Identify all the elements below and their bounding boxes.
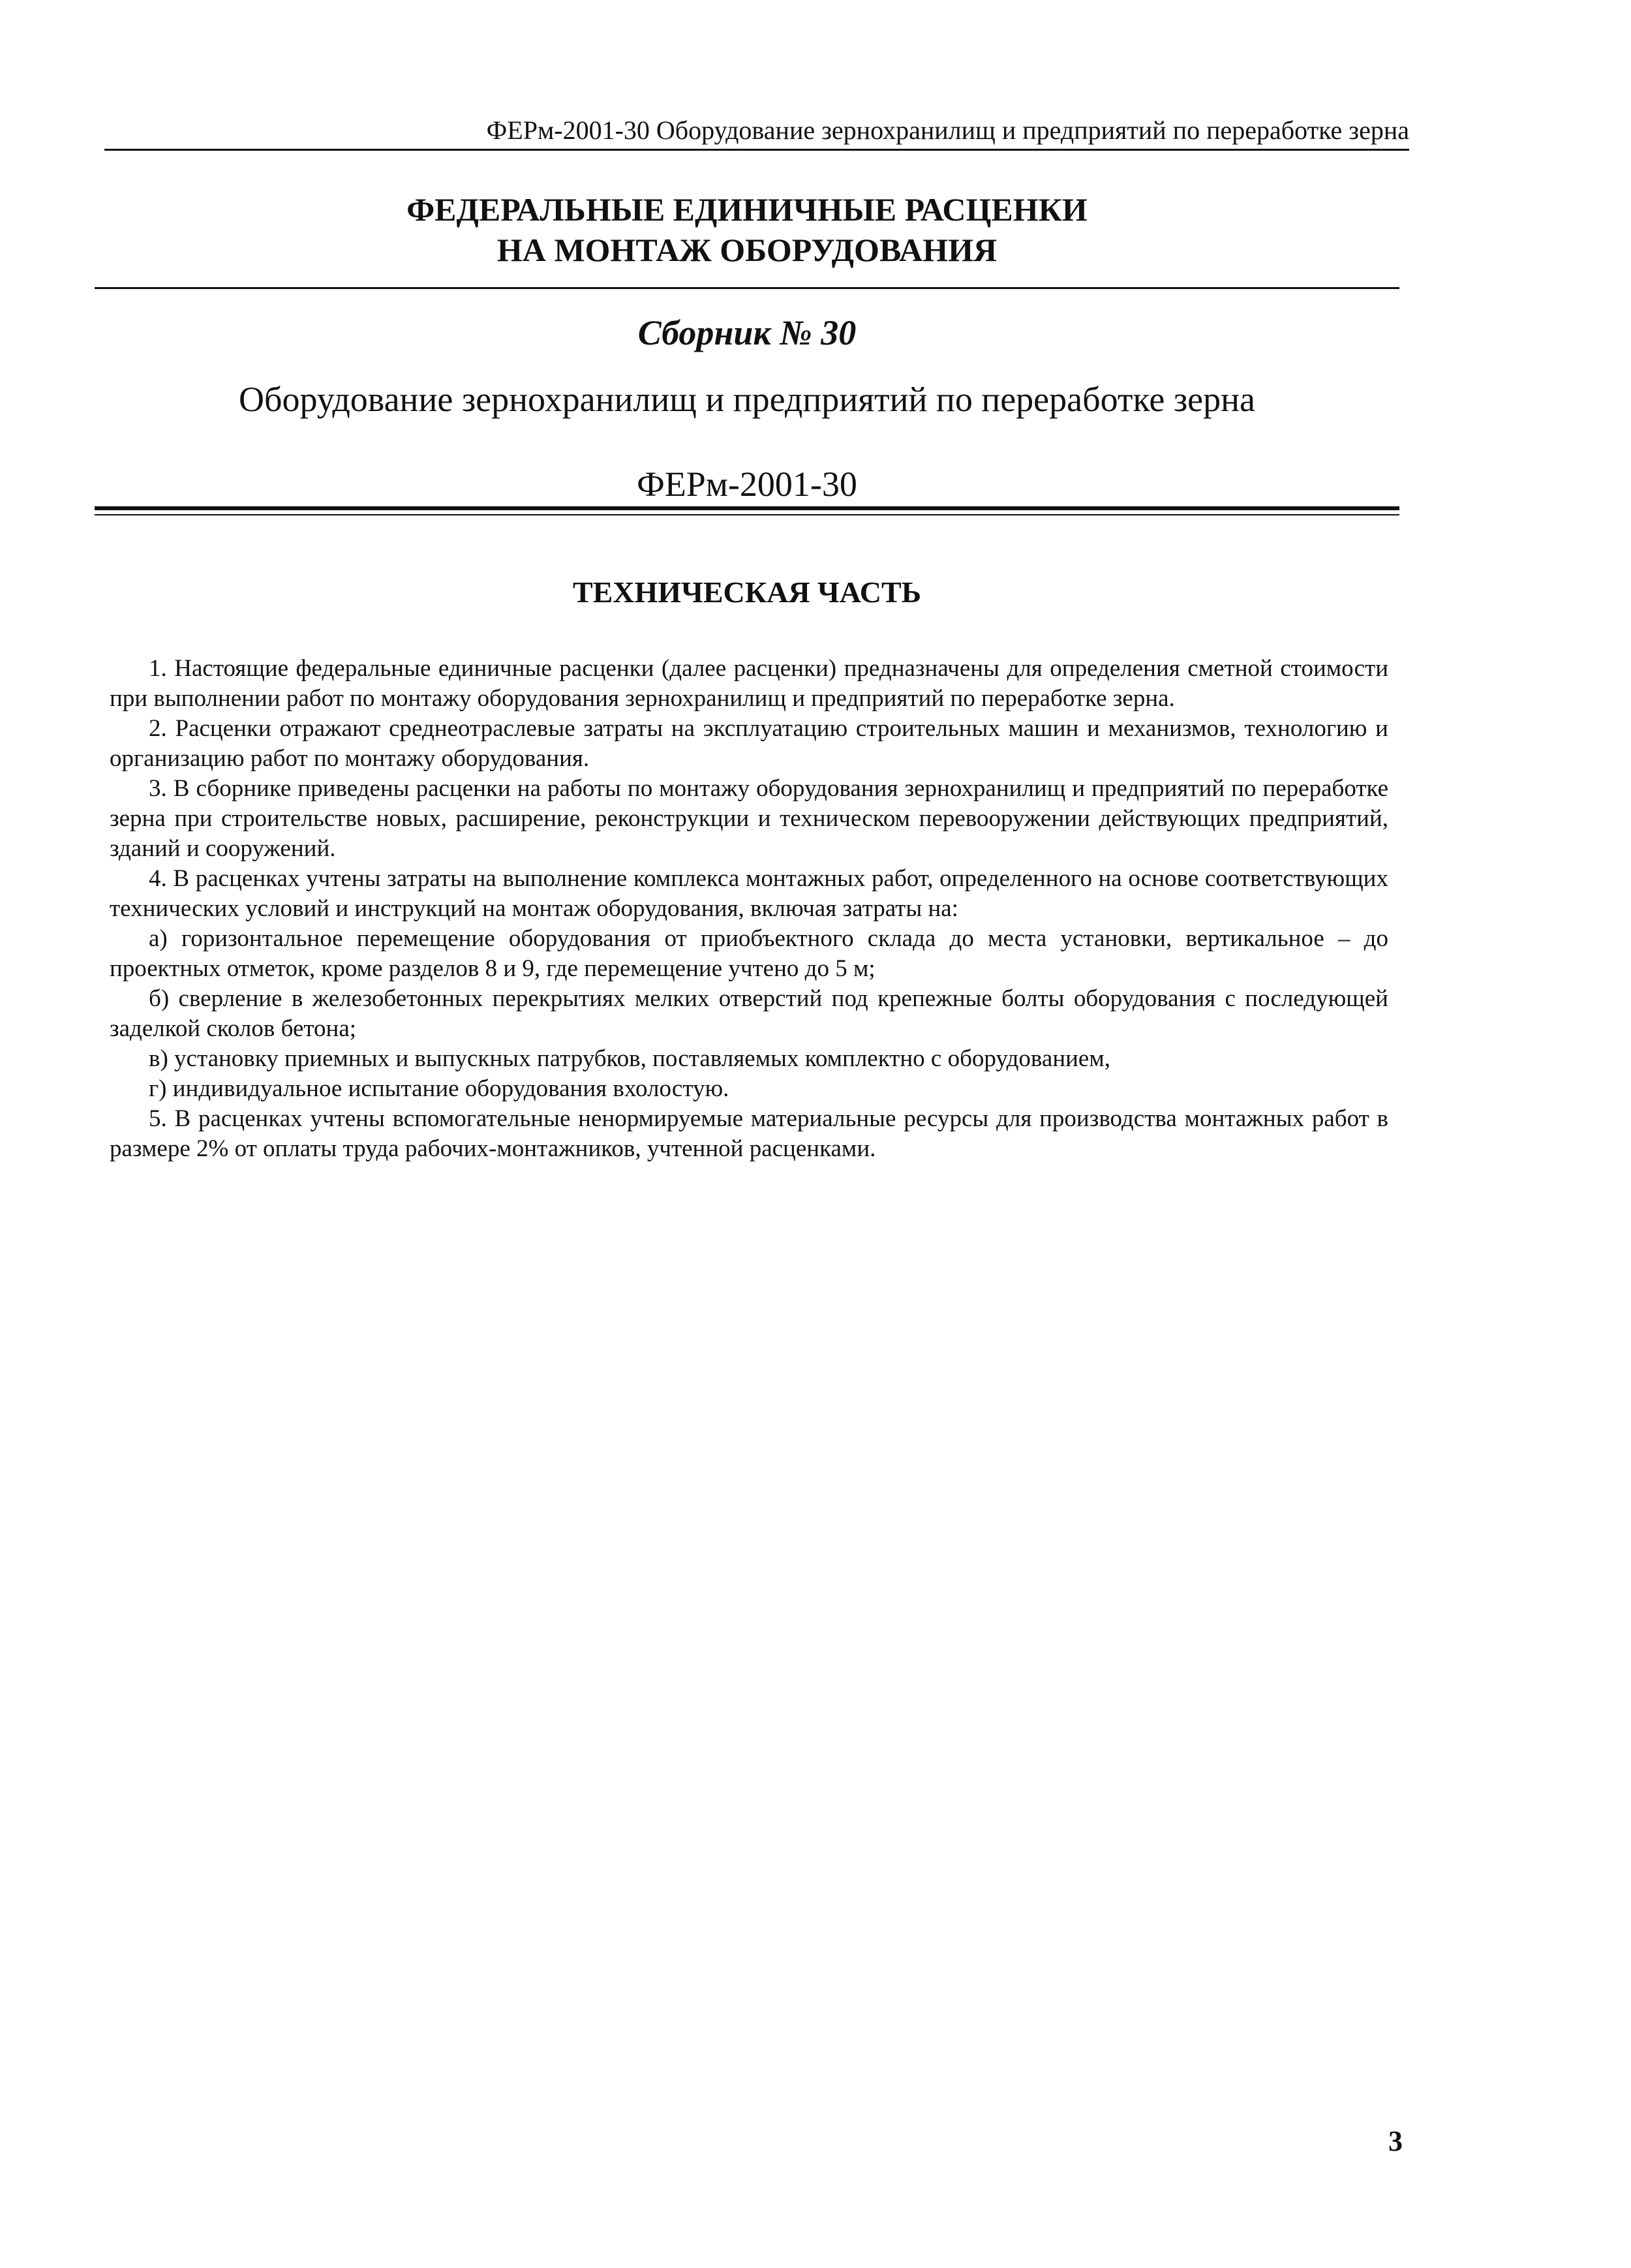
code-rule-thick xyxy=(95,506,1399,510)
title-line-2: НА МОНТАЖ ОБОРУДОВАНИЯ xyxy=(496,232,998,268)
paragraph-3: 3. В сборнике приведены расценки на работы по монтажу оборудования зернохранилищ и предприятий по переработке зерна при строительстве новых, расширение, реконструкции и техническом перевооружении действующих предприятий, зданий и сооружений. xyxy=(110,775,1388,862)
paragraph-4: 4. В расценках учтены затраты на выполнение комплекса монтажных работ, определенного на основе соответствующих технических условий и инструкций на монтаж оборудования, включая затраты на: xyxy=(110,865,1388,922)
paragraph-4d: г) индивидуальное испытание оборудования вхолостую. xyxy=(149,1075,729,1102)
paragraph-4b: б) сверление в железобетонных перекрытиях мелких отверстий под крепежные болты оборудования с последующей заделкой сколов бетона; xyxy=(110,985,1388,1042)
technical-part-text xyxy=(110,654,1388,1164)
paragraph-1: 1. Настоящие федеральные единичные расценки (далее расценки) предназначены для определения сметной стоимости при выполнении работ по монтажу оборудования зернохранилищ и предприятий по переработке зерна. xyxy=(110,655,1388,712)
code-rule-thin xyxy=(95,514,1399,515)
paragraph-2: 2. Расценки отражают среднеотраслевые затраты на эксплуатацию строительных машин и механизмов, технологию и организацию работ по монтажу оборудования. xyxy=(110,715,1388,772)
title-rule xyxy=(95,287,1399,289)
collection-name: Оборудование зернохранилищ и предприятий по переработке зерна xyxy=(238,380,1256,419)
paragraph-4a: а) горизонтальное перемещение оборудования от приобъектного склада до места установки, вертикальное – до проектных отметок, кроме разделов 8 и 9, где перемещение учтено до 5 м; xyxy=(110,925,1388,982)
page-number: 3 xyxy=(1388,2125,1403,2157)
paragraph-5: 5. В расценках учтены вспомогательные ненормируемые материальные ресурсы для производства монтажных работ в размере 2% от оплаты труда рабочих-монтажников, учтенной расценками. xyxy=(110,1105,1388,1162)
running-header: ФЕРм-2001-30 Оборудование зернохранилищ и предприятий по переработке зерна xyxy=(486,115,1409,145)
title-line-1: ФЕДЕРАЛЬНЫЕ ЕДИНИЧНЫЕ РАСЦЕНКИ xyxy=(406,191,1088,228)
header-rule xyxy=(104,149,1409,151)
paragraph-4c: в) установку приемных и выпускных патрубков, поставляемых комплектно с оборудованием, xyxy=(149,1045,1111,1072)
section-title: ТЕХНИЧЕСКАЯ ЧАСТЬ xyxy=(572,575,922,609)
collection-label: Сборник № 30 xyxy=(637,313,857,352)
document-title xyxy=(95,189,1399,270)
collection-code: ФЕРм-2001-30 xyxy=(637,465,857,504)
